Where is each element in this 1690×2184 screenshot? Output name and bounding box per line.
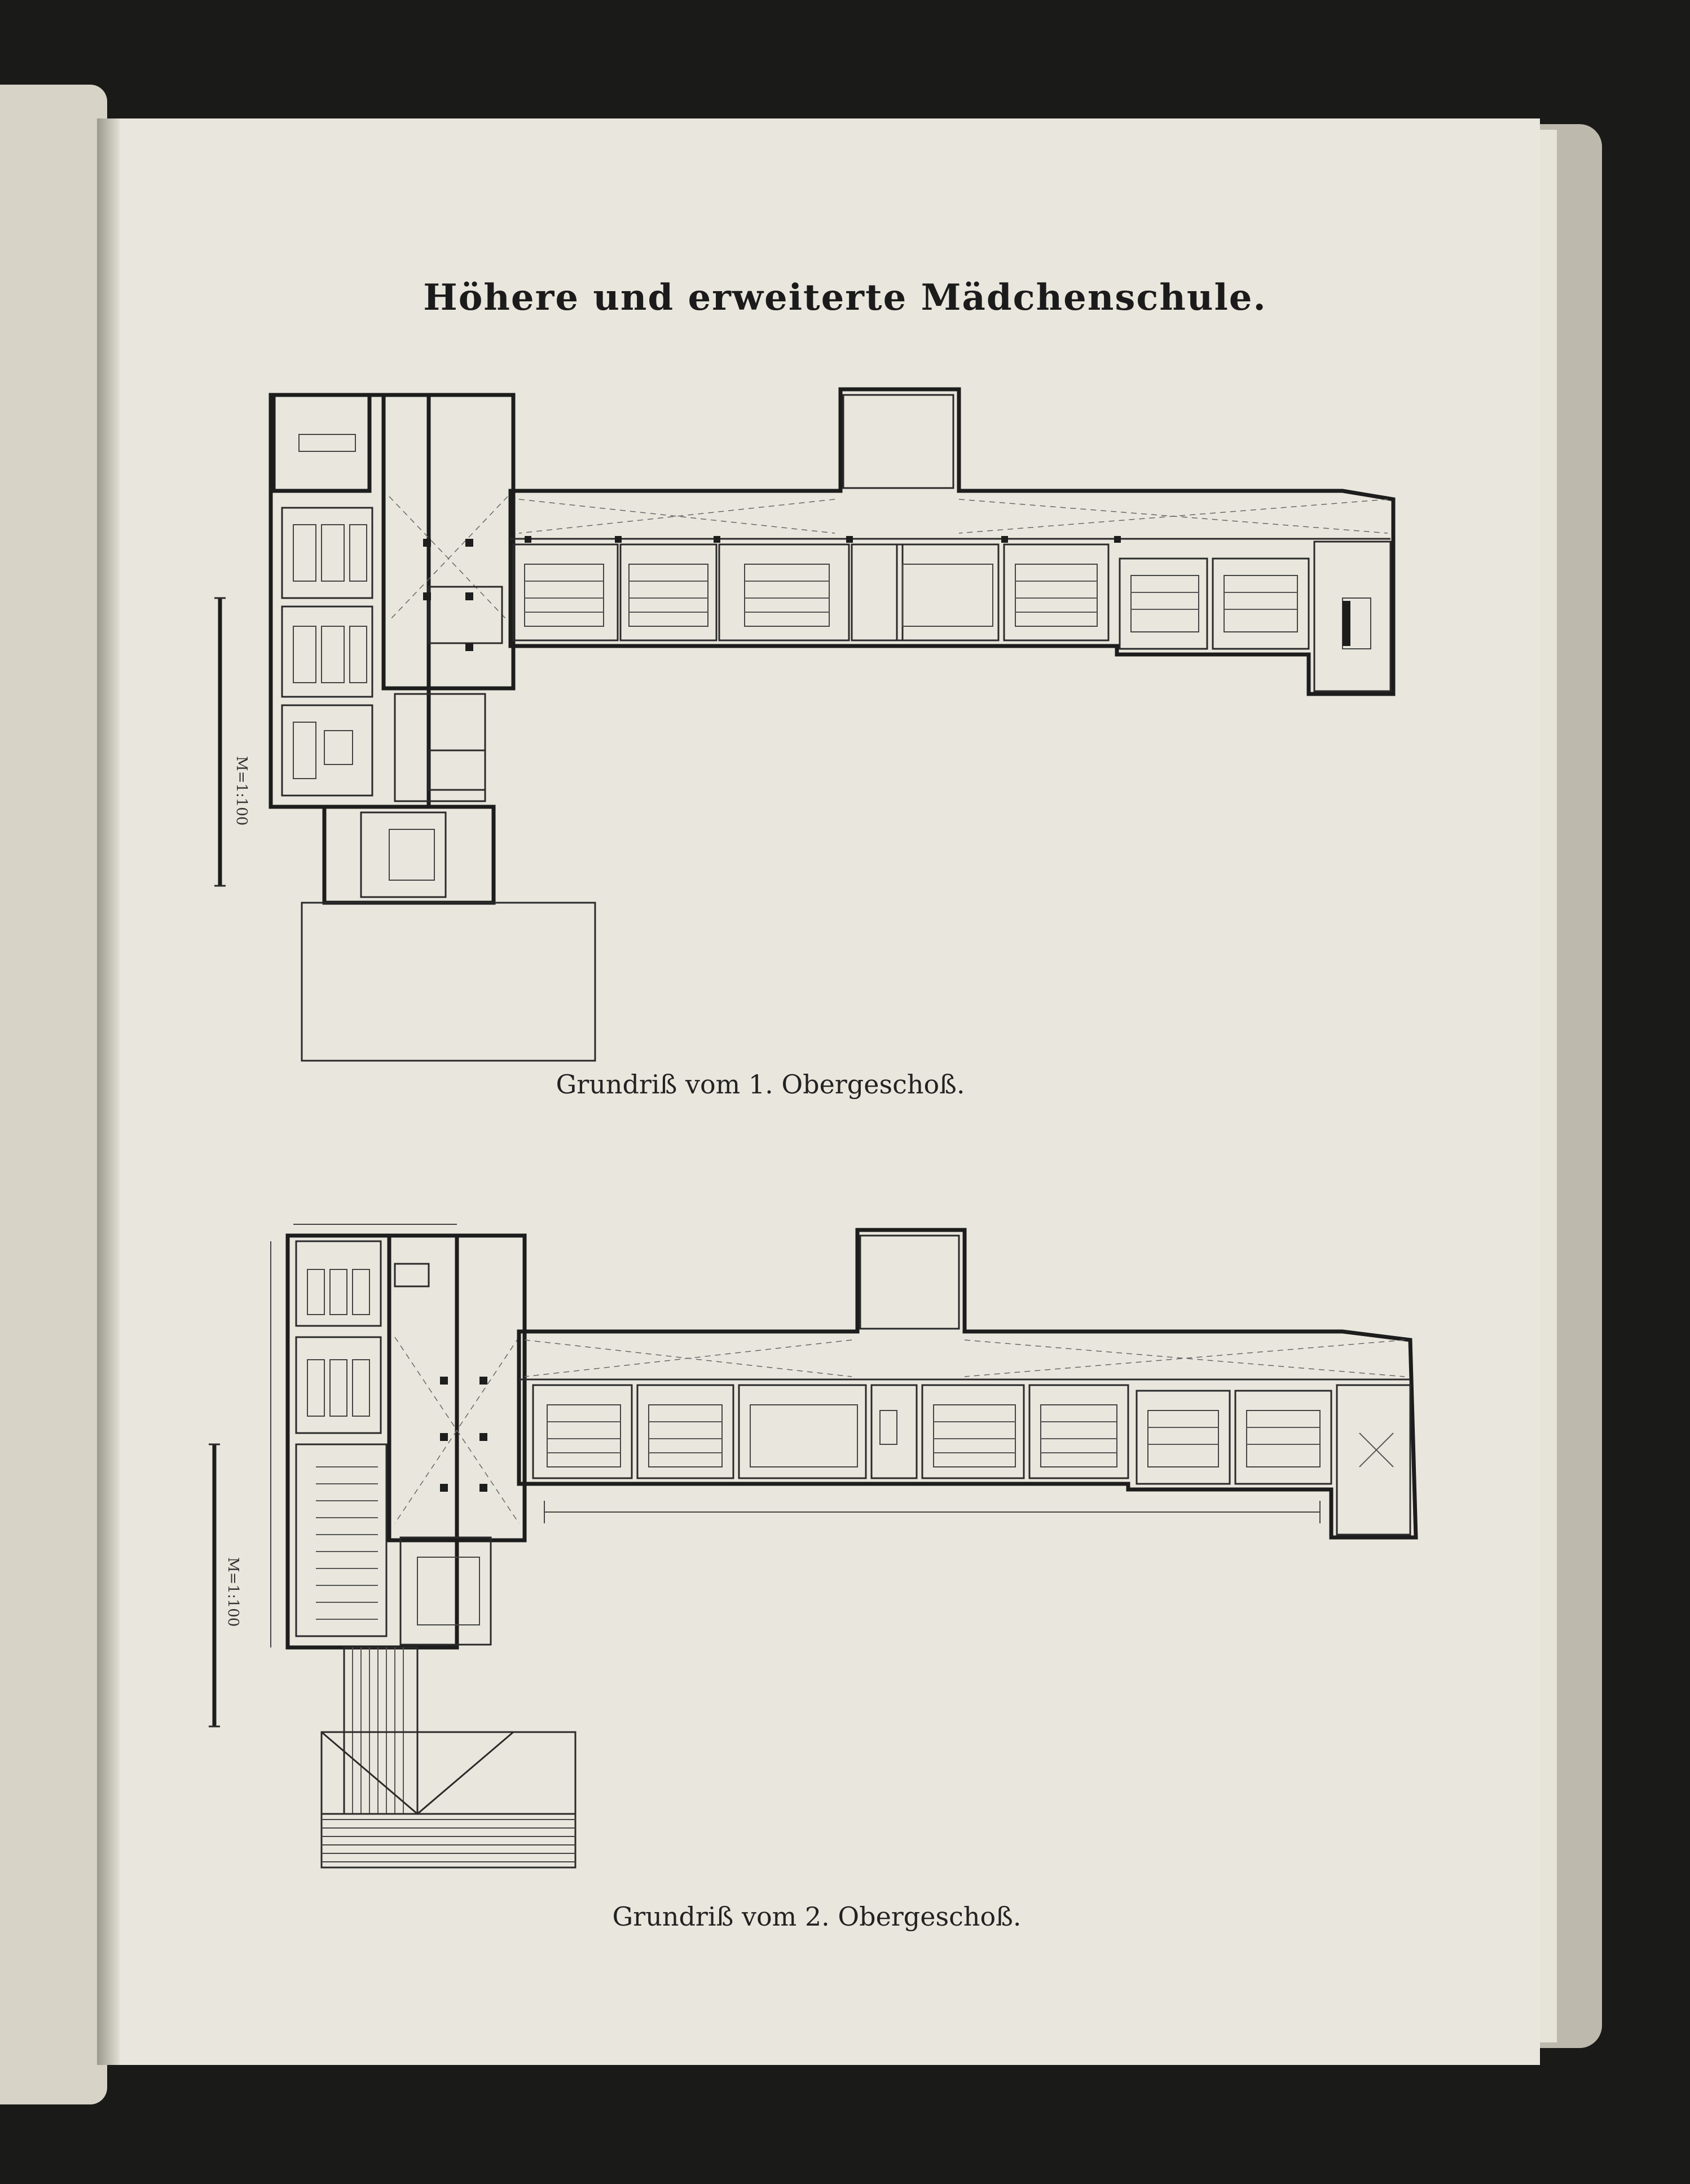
dimension-lines-second bbox=[271, 1224, 1320, 1647]
main-wing-second bbox=[519, 1230, 1416, 1537]
entrance-canopy-second bbox=[322, 1647, 575, 1867]
scale-label-second: M=1:100 bbox=[225, 1557, 241, 1627]
page-title: Höhere und erweiterte Mädchenschule. bbox=[423, 276, 1267, 319]
scale-label-first: M=1:100 bbox=[233, 756, 250, 826]
west-wing-second bbox=[288, 1236, 457, 1647]
caption-second-floor: Grundriß vom 2. Obergeschoß. bbox=[612, 1901, 1022, 1932]
caption-first-floor: Grundriß vom 1. Obergeschoß. bbox=[556, 1069, 965, 1100]
scale-bar-second bbox=[209, 1444, 220, 1726]
